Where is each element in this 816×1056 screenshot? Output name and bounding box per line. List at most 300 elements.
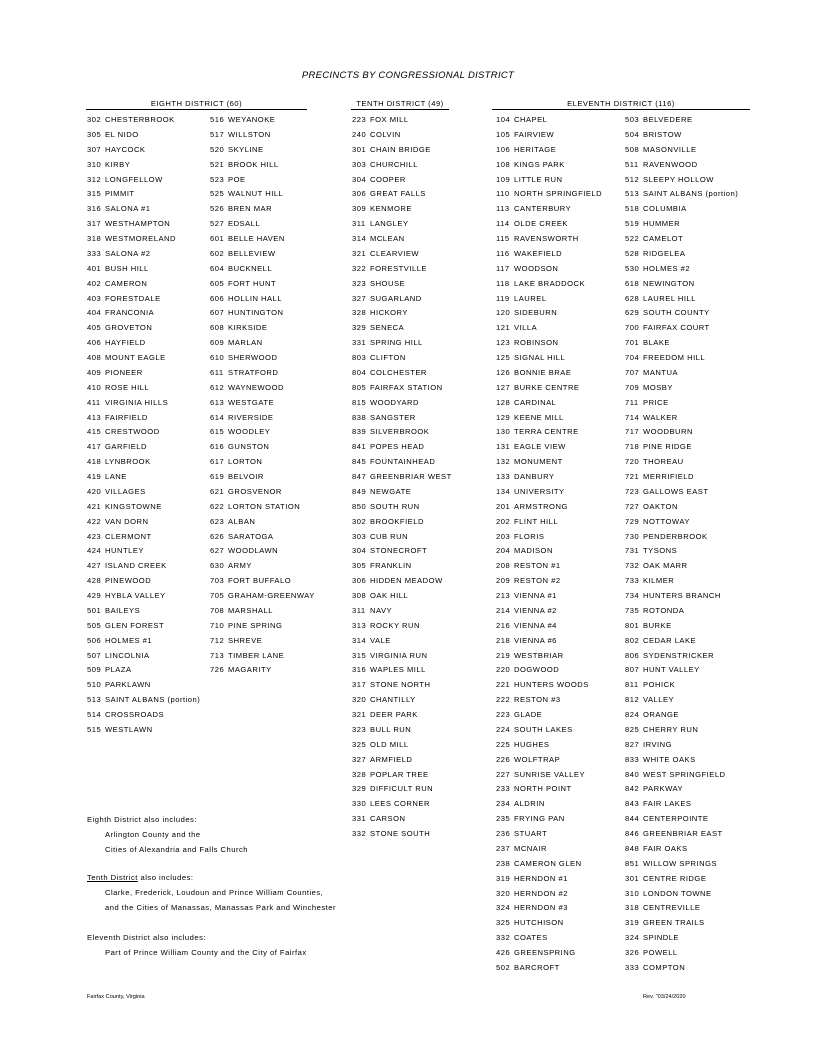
precinct-number: 804 — [352, 367, 367, 377]
precinct-row — [352, 306, 452, 321]
precinct-row — [625, 797, 738, 812]
precinct-row — [87, 604, 200, 619]
precinct-row — [496, 961, 602, 976]
precinct-name: CARDINAL — [514, 397, 557, 407]
precinct-number: 113 — [496, 204, 510, 214]
precinct-row — [210, 306, 315, 321]
precinct-number: 208 — [496, 561, 511, 571]
precinct-name: WOODLEY — [228, 427, 271, 437]
precinct-name: RIVERSIDE — [228, 412, 274, 422]
precinct-number: 710 — [210, 620, 225, 630]
precinct-number: 310 — [625, 888, 640, 898]
precinct-row — [625, 634, 738, 649]
precinct-number: 333 — [87, 248, 102, 258]
precinct-number: 214 — [496, 605, 511, 615]
precinct-name: NOTTOWAY — [643, 516, 690, 526]
precinct-row — [352, 485, 452, 500]
precinct-name: CHESTERBROOK — [105, 115, 175, 124]
precinct-number: 609 — [210, 338, 225, 348]
tenth-note-heading — [87, 870, 336, 885]
precinct-row — [496, 336, 602, 351]
precinct-number: 121 — [496, 323, 511, 333]
precinct-name: HUGHES — [514, 739, 550, 749]
precinct-row — [352, 738, 452, 753]
page-title: PRECINCTS BY CONGRESSIONAL DISTRICT — [301, 70, 515, 81]
precinct-row — [496, 574, 602, 589]
precinct-number: 405 — [87, 323, 102, 333]
precinct-number: 717 — [625, 427, 640, 437]
precinct-name: BAILEYS — [105, 605, 141, 615]
precinct-number: 310 — [87, 159, 102, 169]
precinct-number: 843 — [625, 799, 640, 809]
precinct-row — [87, 128, 200, 143]
precinct-number: 734 — [625, 591, 640, 600]
precinct-name: WOODSON — [514, 263, 559, 273]
precinct-name: SOUTH RUN — [370, 501, 420, 511]
precinct-row — [352, 574, 452, 589]
precinct-row — [496, 128, 602, 143]
precinct-name: CLIFTON — [370, 353, 406, 362]
precinct-number: 842 — [625, 784, 640, 794]
precinct-number: 511 — [625, 159, 639, 169]
precinct-number: 332 — [352, 829, 367, 838]
precinct-row — [625, 232, 738, 247]
precinct-number: 238 — [496, 858, 511, 868]
precinct-name: FREEDOM HILL — [643, 353, 706, 362]
tenth-note-line: and the Cities of Manassas, Manassas Park and Winchester — [105, 903, 337, 912]
precinct-name: RESTON #3 — [514, 695, 561, 705]
precinct-number: 203 — [496, 531, 511, 541]
precinct-name: PARKLAWN — [105, 680, 151, 690]
precinct-row — [496, 396, 602, 411]
precinct-row — [352, 411, 452, 426]
precinct-number: 226 — [496, 754, 511, 764]
precinct-number: 601 — [210, 234, 225, 243]
precinct-name: LITTLE RUN — [514, 174, 563, 184]
precinct-row — [625, 306, 738, 321]
precinct-name: SAINT ALBANS (portion) — [105, 695, 201, 705]
precinct-row — [625, 202, 738, 217]
precinct-row — [87, 619, 200, 634]
precinct-row — [87, 559, 200, 574]
precinct-number: 626 — [210, 531, 225, 541]
precinct-row — [210, 217, 315, 232]
precinct-number: 424 — [87, 546, 102, 556]
precinct-name: COLUMBIA — [643, 204, 687, 214]
precinct-number: 233 — [496, 784, 511, 794]
precinct-name: DOGWOOD — [514, 665, 560, 675]
precinct-row — [625, 292, 738, 307]
precinct-row — [87, 232, 200, 247]
precinct-number: 133 — [496, 472, 511, 481]
precinct-row — [87, 336, 200, 351]
precinct-number: 314 — [352, 635, 367, 645]
precinct-row — [625, 173, 738, 188]
precinct-name: WILLSTON — [228, 129, 271, 139]
precinct-name: WOLFTRAP — [514, 754, 561, 764]
precinct-row — [625, 128, 738, 143]
precinct-row — [625, 693, 738, 708]
precinct-row — [352, 797, 452, 812]
precinct-name: WESTLAWN — [105, 724, 153, 734]
precinct-number: 333 — [625, 962, 640, 972]
precinct-row — [625, 425, 738, 440]
precinct-number: 827 — [625, 739, 640, 749]
precinct-number: 318 — [625, 903, 640, 913]
precinct-row — [496, 500, 602, 515]
precinct-name: POHICK — [643, 680, 676, 690]
precinct-row — [625, 411, 738, 426]
precinct-row — [625, 619, 738, 634]
precinct-row — [496, 872, 602, 887]
precinct-row — [352, 470, 452, 485]
precinct-row — [352, 262, 452, 277]
precinct-number: 302 — [87, 115, 102, 124]
precinct-number: 316 — [87, 204, 102, 214]
precinct-row — [87, 723, 200, 738]
precinct-number: 315 — [352, 650, 367, 660]
eighth-note-line: Arlington County and the — [105, 830, 201, 839]
precinct-row — [87, 515, 200, 530]
precinct-row — [210, 515, 315, 530]
precinct-number: 516 — [210, 115, 225, 124]
precinct-number: 220 — [496, 665, 511, 675]
precinct-number: 218 — [496, 635, 511, 645]
precinct-name: VIENNA #1 — [514, 591, 557, 600]
precinct-number: 123 — [496, 338, 511, 348]
precinct-name: EAGLE VIEW — [514, 442, 566, 452]
precinct-row — [352, 187, 452, 202]
precinct-name: WALNUT HILL — [228, 189, 284, 199]
precinct-number: 317 — [87, 219, 102, 229]
precinct-name: SYDENSTRICKER — [643, 650, 715, 660]
precinct-row — [87, 292, 200, 307]
precinct-number: 323 — [352, 724, 367, 734]
precinct-name: SALONA #2 — [105, 248, 151, 258]
precinct-name: HOLMES #2 — [643, 263, 691, 273]
precinct-row — [625, 589, 738, 604]
precinct-row — [625, 396, 738, 411]
precinct-number: 714 — [625, 412, 640, 422]
footer-left: Fairfax County, Virginia — [87, 994, 145, 1000]
precinct-row — [352, 500, 452, 515]
precinct-name: EL NIDO — [105, 129, 139, 139]
precinct-row — [87, 411, 200, 426]
eleventh-note-line: Part of Prince William County and the City of Fairfax — [105, 948, 307, 957]
precinct-row — [496, 544, 602, 559]
precinct-row — [496, 411, 602, 426]
precinct-name: TYSONS — [643, 546, 678, 556]
precinct-number: 508 — [625, 144, 640, 154]
precinct-name: FAIR LAKES — [643, 799, 692, 809]
precinct-name: WOODBURN — [643, 427, 693, 437]
precinct-number: 723 — [625, 486, 640, 496]
precinct-name: ROSE HILL — [105, 382, 150, 392]
precinct-row — [210, 321, 315, 336]
eleventh-note-heading: Eleventh District also includes: — [87, 933, 206, 942]
precinct-number: 418 — [87, 457, 102, 467]
precinct-row — [496, 425, 602, 440]
precinct-number: 129 — [496, 412, 511, 422]
precinct-number: 410 — [87, 382, 102, 392]
precinct-number: 303 — [352, 159, 367, 169]
precinct-row — [87, 634, 200, 649]
precinct-number: 119 — [496, 293, 510, 303]
precinct-row — [625, 351, 738, 366]
precinct-name: HUNTERS BRANCH — [643, 591, 721, 600]
precinct-row — [352, 589, 452, 604]
precinct-name: OLDE CREEK — [514, 219, 568, 229]
precinct-row — [352, 247, 452, 262]
precinct-name: BUCKNELL — [228, 263, 273, 273]
precinct-row — [496, 857, 602, 872]
precinct-number: 321 — [352, 248, 367, 258]
precinct-row — [496, 738, 602, 753]
precinct-number: 423 — [87, 531, 102, 541]
precinct-row — [87, 262, 200, 277]
precinct-number: 512 — [625, 174, 640, 184]
precinct-row — [496, 351, 602, 366]
precinct-row — [87, 440, 200, 455]
precinct-name: BURKE CENTRE — [514, 382, 580, 392]
precinct-row — [210, 143, 315, 158]
precinct-name: FRANKLIN — [370, 561, 412, 571]
precinct-row — [496, 589, 602, 604]
precinct-name: FRANCONIA — [105, 308, 155, 318]
eleventh-district-column-2 — [625, 113, 738, 976]
precinct-name: CRESTWOOD — [105, 427, 160, 437]
precinct-number: 521 — [210, 159, 225, 169]
precinct-name: FRYING PAN — [514, 814, 565, 824]
precinct-row — [87, 678, 200, 693]
precinct-row — [210, 500, 315, 515]
precinct-number: 316 — [352, 665, 367, 675]
precinct-number: 304 — [352, 546, 367, 556]
precinct-name: KENMORE — [370, 204, 412, 214]
precinct-row — [87, 693, 200, 708]
precinct-number: 701 — [625, 338, 640, 348]
precinct-number: 523 — [210, 174, 225, 184]
precinct-name: SPINDLE — [643, 933, 679, 943]
precinct-name: ROBINSON — [514, 338, 559, 348]
precinct-row — [210, 411, 315, 426]
precinct-row — [496, 143, 602, 158]
precinct-name: GREENSPRING — [514, 948, 576, 957]
precinct-row — [625, 708, 738, 723]
precinct-row — [352, 232, 452, 247]
precinct-number: 729 — [625, 516, 640, 526]
precinct-number: 419 — [87, 472, 102, 481]
precinct-row — [496, 113, 602, 128]
precinct-row — [352, 649, 452, 664]
precinct-row — [625, 574, 738, 589]
precinct-name: COLCHESTER — [370, 367, 427, 377]
precinct-number: 237 — [496, 843, 511, 853]
precinct-number: 713 — [210, 650, 225, 660]
precinct-number: 104 — [496, 115, 511, 124]
precinct-number: 331 — [352, 338, 367, 348]
precinct-number: 621 — [210, 486, 225, 496]
precinct-row — [625, 782, 738, 797]
precinct-row — [352, 440, 452, 455]
precinct-row — [352, 128, 452, 143]
precinct-row — [625, 500, 738, 515]
precinct-number: 223 — [352, 115, 367, 124]
precinct-number: 114 — [496, 219, 510, 229]
precinct-number: 712 — [210, 635, 225, 645]
precinct-number: 848 — [625, 843, 640, 853]
precinct-number: 504 — [625, 129, 640, 139]
precinct-number: 320 — [352, 695, 367, 705]
precinct-row — [496, 247, 602, 262]
precinct-name: CHAPEL — [514, 115, 548, 124]
precinct-name: KIRKSIDE — [228, 323, 268, 333]
eighth-district-column-1 — [87, 113, 200, 738]
precinct-row — [352, 396, 452, 411]
precinct-number: 240 — [352, 129, 367, 139]
precinct-name: LONGFELLOW — [105, 174, 163, 184]
precinct-number: 513 — [625, 189, 640, 199]
precinct-name: WOODYARD — [370, 397, 419, 407]
precinct-row — [210, 470, 315, 485]
precinct-name: VILLAGES — [105, 486, 146, 496]
precinct-row — [496, 678, 602, 693]
precinct-row — [352, 366, 452, 381]
precinct-name: POPES HEAD — [370, 442, 425, 452]
precinct-row — [210, 292, 315, 307]
precinct-name: CAMERON — [105, 278, 148, 288]
precinct-row — [625, 901, 738, 916]
precinct-number: 605 — [210, 278, 225, 288]
precinct-name: RESTON #1 — [514, 561, 561, 571]
precinct-number: 811 — [625, 680, 639, 690]
precinct-number: 731 — [625, 546, 640, 556]
precinct-number: 617 — [210, 457, 225, 467]
precinct-name: FOUNTAINHEAD — [370, 457, 436, 467]
precinct-name: MCLEAN — [370, 234, 405, 243]
precinct-row — [210, 247, 315, 262]
precinct-name: NEWINGTON — [643, 278, 695, 288]
precinct-number: 721 — [625, 472, 640, 481]
precinct-name: STONE SOUTH — [370, 829, 431, 838]
precinct-name: LANGLEY — [370, 219, 409, 229]
precinct-row — [496, 604, 602, 619]
precinct-number: 420 — [87, 486, 102, 496]
precinct-row — [496, 946, 602, 961]
precinct-name: MONUMENT — [514, 457, 563, 467]
precinct-number: 429 — [87, 591, 102, 600]
precinct-row — [87, 470, 200, 485]
precinct-number: 323 — [352, 278, 367, 288]
precinct-name: ARMY — [228, 561, 252, 571]
precinct-number: 845 — [352, 457, 367, 467]
precinct-row — [496, 619, 602, 634]
precinct-name: WHITE OAKS — [643, 754, 696, 764]
precinct-name: SAINT ALBANS (portion) — [643, 189, 739, 199]
eleventh-district-note — [87, 930, 307, 960]
precinct-number: 726 — [210, 665, 225, 675]
precinct-number: 402 — [87, 278, 102, 288]
precinct-row — [87, 589, 200, 604]
precinct-name: ROCKY RUN — [370, 620, 420, 630]
precinct-name: KINGS PARK — [514, 159, 565, 169]
precinct-row — [496, 455, 602, 470]
precinct-number: 223 — [496, 710, 511, 719]
precinct-row — [210, 202, 315, 217]
tenth-note-line: Clarke, Frederick, Loudoun and Prince William Counties, — [105, 888, 324, 897]
precinct-name: VIRGINIA HILLS — [105, 397, 169, 407]
precinct-name: KEENE MILL — [514, 412, 564, 422]
precinct-row — [625, 515, 738, 530]
precinct-row — [496, 797, 602, 812]
precinct-number: 320 — [496, 888, 511, 898]
precinct-name: ALBAN — [228, 516, 256, 526]
precinct-row — [625, 277, 738, 292]
precinct-row — [210, 604, 315, 619]
precinct-name: OAKTON — [643, 501, 678, 511]
precinct-name: BREN MAR — [228, 204, 273, 214]
precinct-name: ROTONDA — [643, 605, 685, 615]
precinct-row — [625, 530, 738, 545]
precinct-number: 222 — [496, 695, 511, 705]
precinct-number: 329 — [352, 784, 367, 794]
precinct-number: 236 — [496, 829, 511, 838]
precinct-name: PARKWAY — [643, 784, 684, 794]
precinct-number: 132 — [496, 457, 511, 467]
precinct-number: 311 — [352, 219, 366, 229]
precinct-name: GREAT FALLS — [370, 189, 426, 199]
precinct-name: CHANTILLY — [370, 695, 416, 705]
precinct-number: 304 — [352, 174, 367, 184]
precinct-number: 704 — [625, 353, 640, 362]
precinct-row — [210, 574, 315, 589]
precinct-name: HYBLA VALLEY — [105, 591, 166, 600]
precinct-number: 629 — [625, 308, 640, 318]
precinct-number: 213 — [496, 591, 511, 600]
precinct-name: TERRA CENTRE — [514, 427, 579, 437]
precinct-name: MASONVILLE — [643, 144, 697, 154]
precinct-number: 851 — [625, 858, 640, 868]
precinct-row — [87, 530, 200, 545]
precinct-number: 328 — [352, 769, 367, 779]
precinct-row — [352, 530, 452, 545]
precinct-name: GUNSTON — [228, 442, 270, 452]
precinct-number: 326 — [625, 948, 640, 957]
precinct-row — [210, 485, 315, 500]
precinct-row — [496, 232, 602, 247]
precinct-name: FLORIS — [514, 531, 545, 541]
precinct-number: 120 — [496, 308, 511, 318]
precinct-number: 408 — [87, 353, 102, 362]
precinct-name: GREEN TRAILS — [643, 918, 705, 928]
tenth-district-note — [87, 870, 336, 915]
precinct-number: 611 — [210, 367, 224, 377]
precinct-name: LAUREL HILL — [643, 293, 696, 303]
precinct-name: VALE — [370, 635, 391, 645]
precinct-name: ISLAND CREEK — [105, 561, 167, 571]
precinct-number: 131 — [496, 442, 511, 452]
precinct-name: RAVENSWORTH — [514, 234, 579, 243]
precinct-number: 327 — [352, 293, 367, 303]
precinct-row — [352, 663, 452, 678]
eighth-note-heading: Eighth District also includes: — [87, 815, 197, 824]
precinct-number: 606 — [210, 293, 225, 303]
precinct-number: 216 — [496, 620, 511, 630]
precinct-name: MCNAIR — [514, 843, 547, 853]
precinct-row — [496, 515, 602, 530]
precinct-row — [625, 649, 738, 664]
precinct-row — [87, 485, 200, 500]
